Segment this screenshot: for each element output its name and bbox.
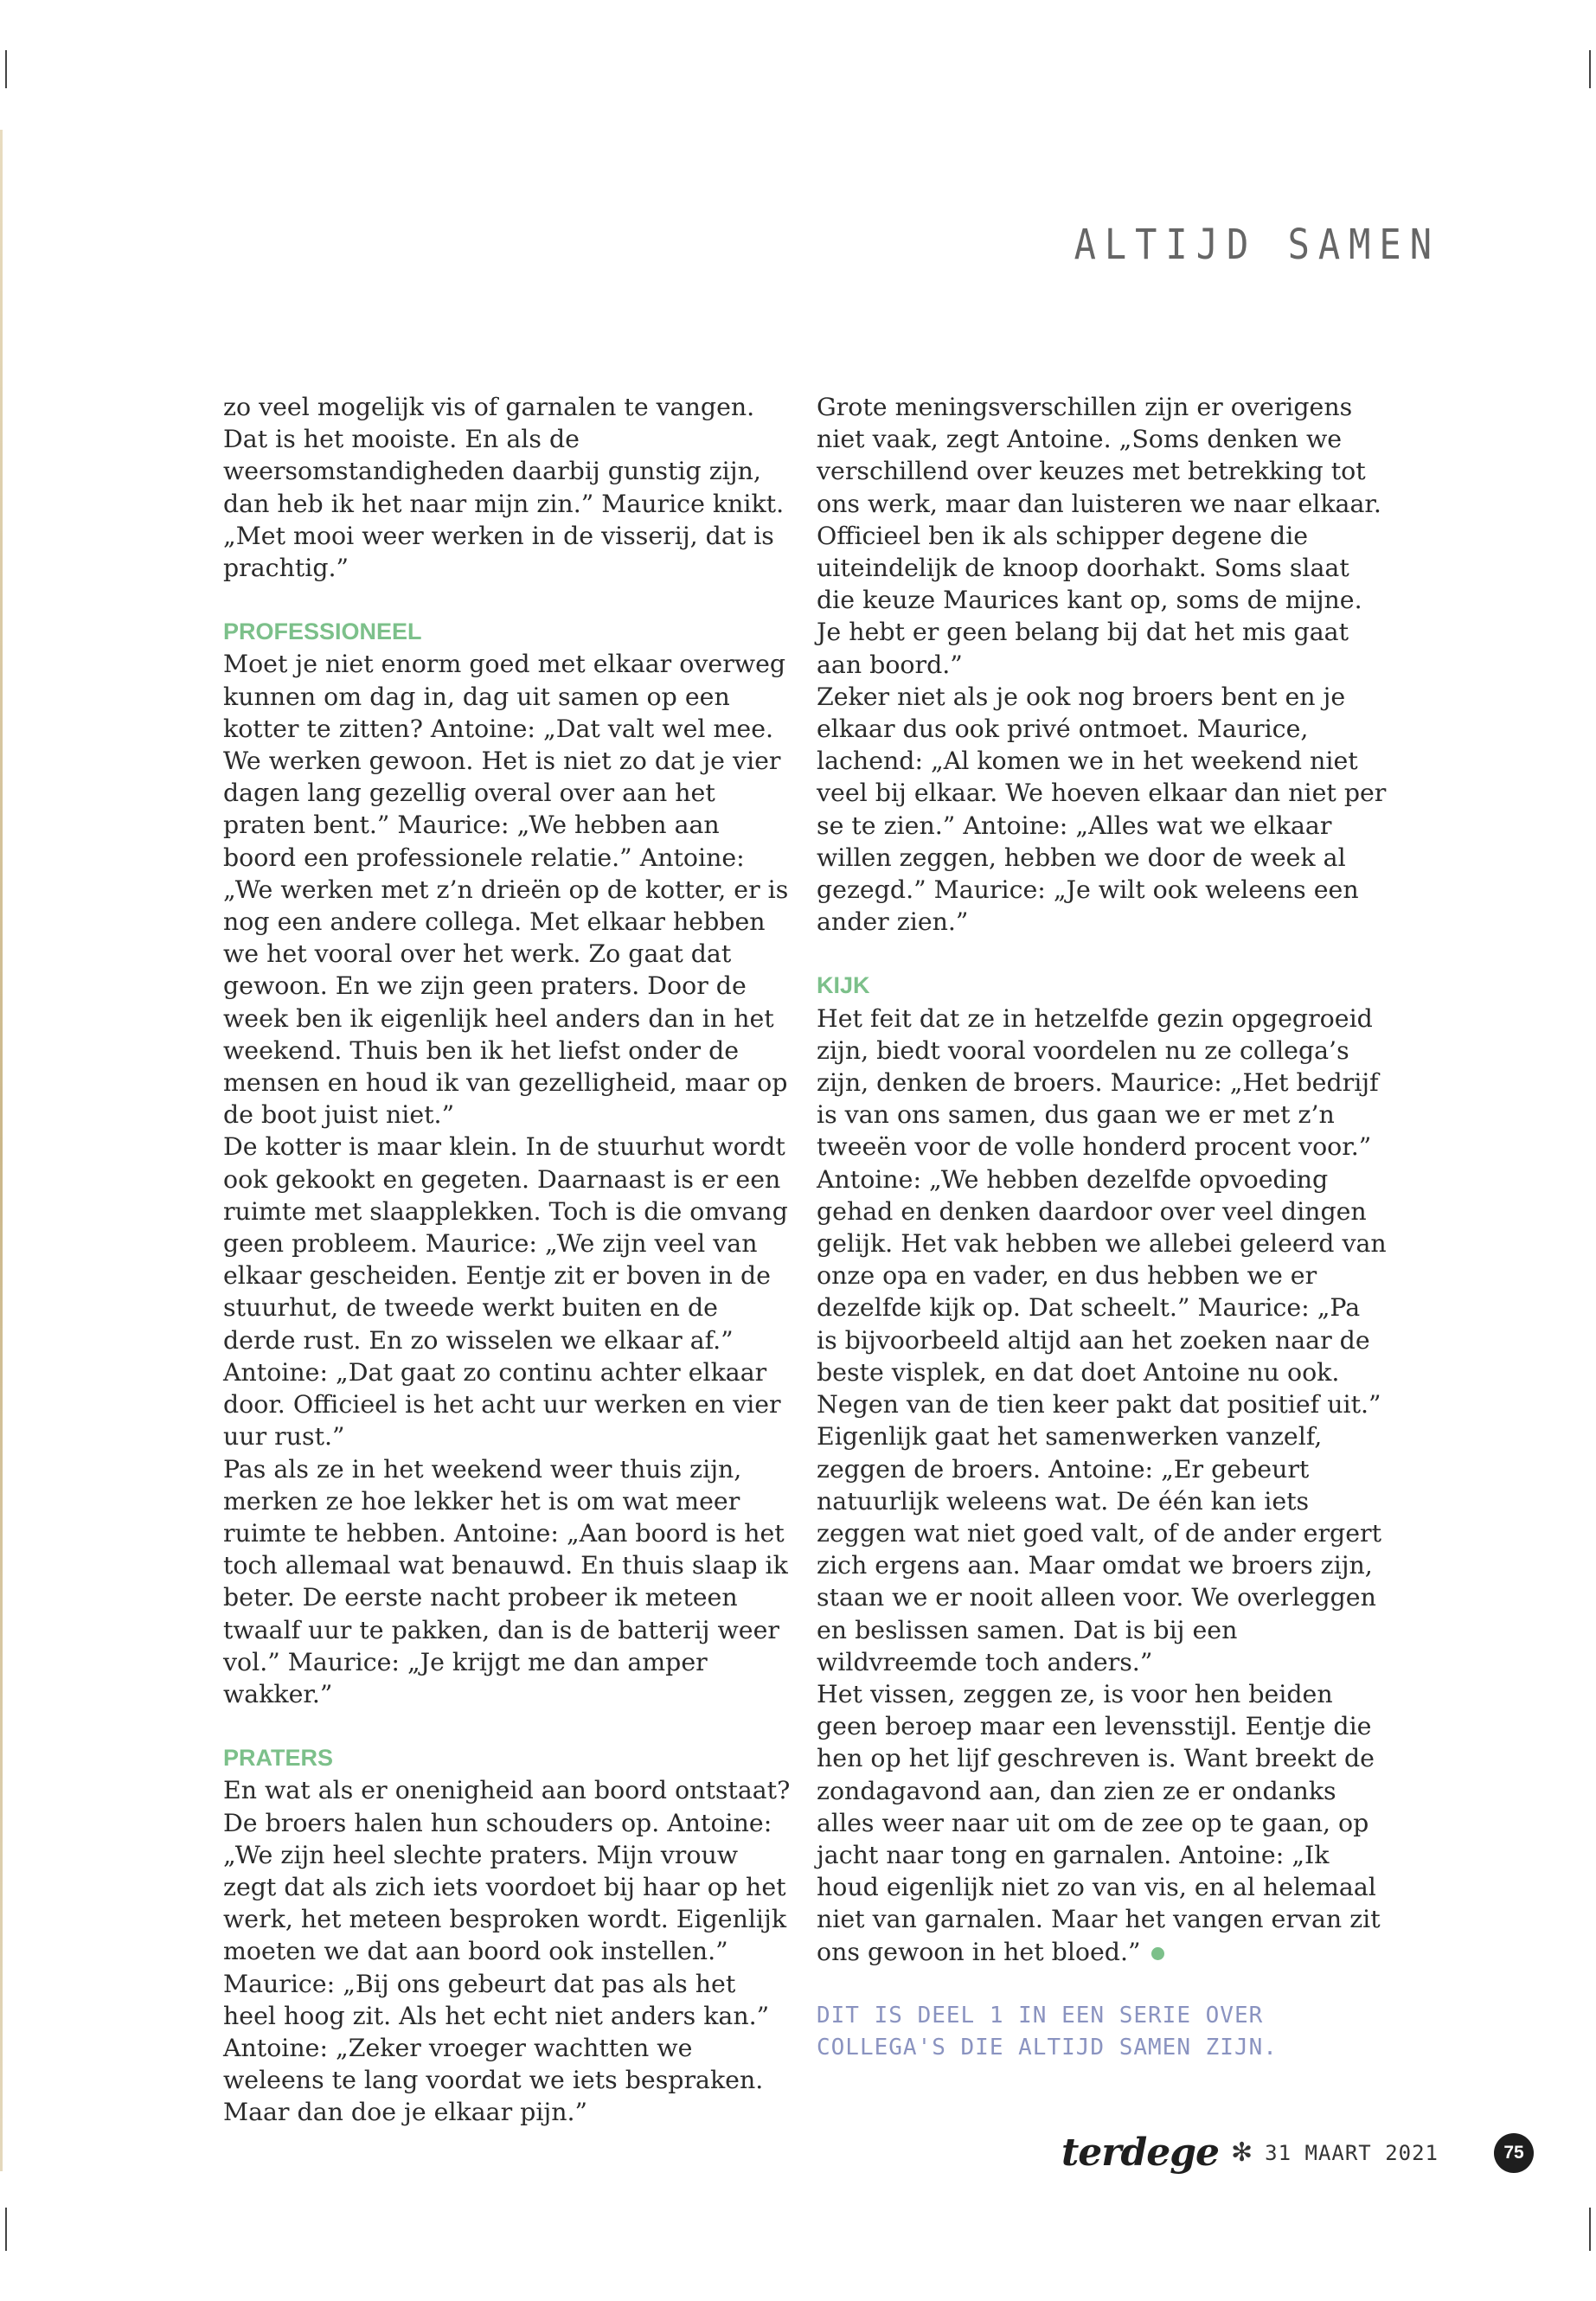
paragraph: Eigenlijk gaat het samenwerken vanzelf, zeggen de broers. Antoine: „Er gebeurt natuurlijk weleens wat. De één kan iets zeggen wat niet goed valt, of de ander ergert zich ergens aan. Maar omdat we broers zijn, staan we er nooit alleen voor. We overleggen en beslissen samen. Dat is bij een wildvreemde toch anders.” xyxy=(817,1422,1381,1676)
subheading-professioneel: PROFESSIONEEL xyxy=(223,619,422,645)
paragraph: Grote meningsverschillen zijn er overigens niet vaak, zegt Antoine. „Soms denken we verschillend over keuzes met betrekking tot ons werk, maar dan luisteren we naar elkaar. Officieel ben ik als schipper degene die uiteindelijk de knoop doorhakt. Soms slaat die keuze Maurices kant op, soms de mijne. Je hebt er geen belang bij dat het mis gaat aan boord.” xyxy=(817,393,1381,679)
crop-mark-bottom-left xyxy=(5,2208,7,2251)
page-edge-line xyxy=(0,130,3,2171)
paragraph-text: Het vissen, zeggen ze, is voor hen beiden geen beroep maar een levensstijl. Eentje die hen op het lijf geschreven is. Want breekt de zondagavond aan, dan zien ze er ondanks alles weer naar uit om de zee op te gaan, op jacht naar tong en garnalen. Antoine: „Ik houd eigenlijk niet zo van vis, en al helemaal niet van garnalen. Maar het vangen ervan zit ons gewoon in het bloed.” xyxy=(817,1679,1381,1966)
series-note: DIT IS DEEL 1 IN EEN SERIE OVER COLLEGA'S DIE ALTIJD SAMEN ZIJN. xyxy=(817,2002,1278,2061)
issue-date: 31 MAART 2021 xyxy=(1265,2140,1439,2165)
paragraph: zo veel mogelijk vis of garnalen te vangen. Dat is het mooiste. En als de weersomstandigheden daarbij gunstig zijn, dan heb ik het naar mijn zin.” Maurice knikt. „Met mooi weer werken in de visserij, dat is prachtig.” xyxy=(223,393,785,583)
section-title: ALTIJD SAMEN xyxy=(1074,220,1440,269)
paragraph: En wat als er onenigheid aan boord ontstaat? De broers halen hun schouders op. Antoine: „We zijn heel slechte praters. Mijn vrouw zegt dat als zich iets voordoet bij haar op het werk, het meteen besproken wordt. Eigenlijk moeten we dat aan boord ook instellen.” Maurice: „Bij ons gebeurt dat pas als het heel hoog zit. Als het echt niet anders kan.” Antoine: „Zeker vroeger wachtten we weleens te lang voordat we iets bespraken. Maar dan doe je elkaar pijn.” xyxy=(223,1776,791,2127)
end-mark-dot-icon xyxy=(1151,1947,1164,1960)
subheading-praters: PRATERS xyxy=(223,1745,334,1772)
footer xyxy=(1061,2131,1439,2175)
paragraph: Moet je niet enorm goed met elkaar overweg kunnen om dag in, dag uit samen op een kotter te zitten? Antoine: „Dat valt wel mee. We werken gewoon. Het is niet zo dat je vier dagen lang gezellig overal over aan het praten bent.” Maurice: „We hebben aan boord een professionele relatie.” Antoine: „We werken met z’n drieën op de kotter, er is nog een andere collega. Met elkaar hebben we het vooral over het werk. Zo gaat dat gewoon. En we zijn geen praters. Door de week ben ik eigenlijk heel anders dan in het weekend. Thuis ben ik het liefst onder de mensen en houd ik van gezelligheid, maar op de boot juist niet.” xyxy=(223,650,789,1130)
crop-mark-top-right xyxy=(1589,50,1591,88)
crop-mark-bottom-right xyxy=(1589,2208,1591,2251)
right-column xyxy=(817,391,1388,2064)
paragraph: Zeker niet als je ook nog broers bent en je elkaar dus ook privé ontmoet. Maurice, lachend: „Al komen we in het weekend niet veel bij elkaar. We hoeven elkaar dan niet per se te zien.” Antoine: „Alles wat we elkaar willen zeggen, hebben we door de week al gezegd.” Maurice: „Je wilt ook weleens een ander zien.” xyxy=(817,682,1387,937)
paragraph: Pas als ze in het weekend weer thuis zijn, merken ze hoe lekker het is om wat meer ruimte te hebben. Antoine: „Aan boord is het toch allemaal wat benauwd. En thuis slaap ik beter. De eerste nacht probeer ik meteen twaalf uur te pakken, dan is de batterij weer vol.” Maurice: „Je krijgt me dan amper wakker.” xyxy=(223,1454,788,1708)
crop-mark-top-left xyxy=(5,50,7,88)
paragraph: Het feit dat ze in hetzelfde gezin opgegroeid zijn, biedt vooral voordelen nu ze collega’s zijn, denken de broers. Maurice: „Het bedrijf is van ons samen, dus gaan we er met z’n tweeën voor de volle honderd procent voor.” Antoine: „We hebben dezelfde opvoeding gehad en denken daardoor over veel dingen gelijk. Het vak hebben we allebei geleerd van onze opa en vader, en dus hebben we er dezelfde kijk op. Dat scheelt.” Maurice: „Pa is bijvoorbeeld altijd aan het zoeken naar de beste visplek, en dat doet Antoine nu ook. Negen van de tien keer pakt dat positief uit.” xyxy=(817,1003,1387,1420)
magazine-logo: terdege xyxy=(1061,2131,1220,2175)
left-column xyxy=(223,391,794,2129)
asterisk-separator-icon: ✻ xyxy=(1231,2138,1253,2168)
paragraph-final xyxy=(817,1678,1388,1968)
page-number-badge: 75 xyxy=(1494,2133,1534,2173)
paragraph: De kotter is maar klein. In de stuurhut wordt ook gekookt en gegeten. Daarnaast is er een ruimte met slaapplekken. Toch is die omvang geen probleem. Maurice: „We zijn veel van elkaar gescheiden. Eentje zit er boven in de stuurhut, de tweede werkt buiten en de derde rust. En zo wisselen we elkaar af.” Antoine: „Dat gaat zo continu achter elkaar door. Officieel is het acht uur werken en vier uur rust.” xyxy=(223,1132,788,1452)
subheading-kijk: KIJK xyxy=(817,972,870,999)
